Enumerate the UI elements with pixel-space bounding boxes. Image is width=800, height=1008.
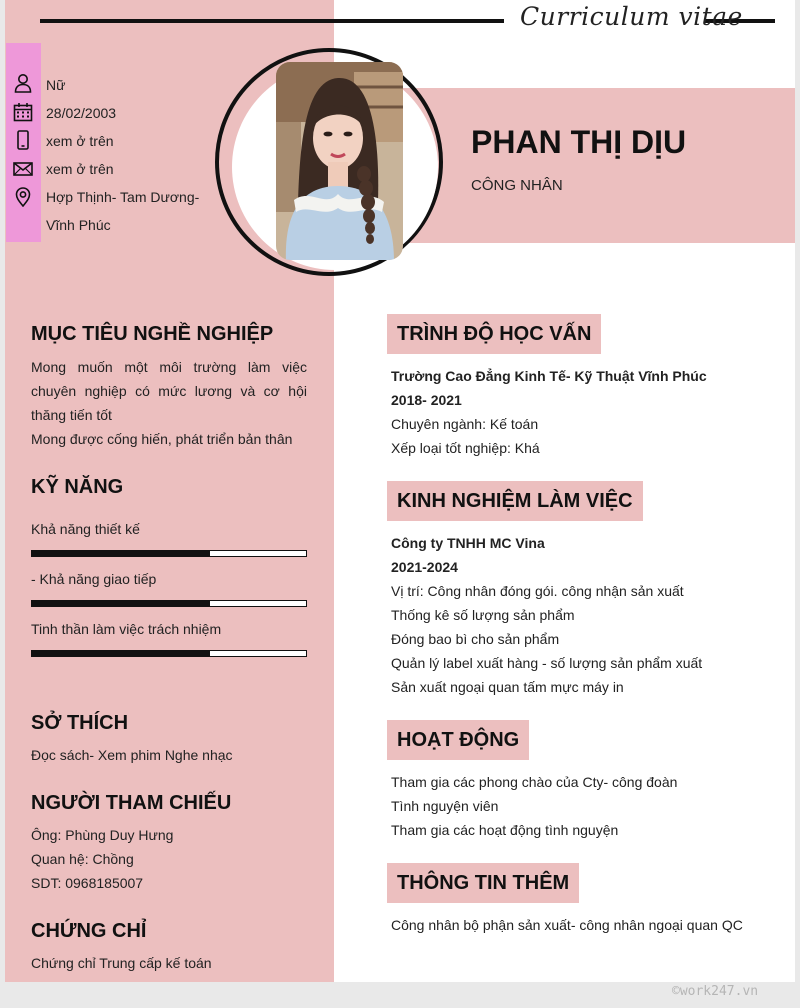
hobbies-text: Đọc sách- Xem phim Nghe nhạc [31,747,233,763]
objective-line-4: Mong được cống hiến, phát triển bản thân [31,431,293,447]
education-heading-box [387,314,601,354]
reference-line-2: Quan hệ: Chồng [31,851,134,867]
activities-heading: HOẠT ĐỘNG [397,728,520,751]
objective-line-1: Mong muốn một môi trường làm việc [31,359,307,375]
experience-line-5: Sản xuất ngoại quan tấm mực máy in [391,679,624,695]
additional-text: Công nhân bộ phận sản xuất- công nhân ngoại quan QC [391,917,743,933]
skill-bar-2 [31,600,307,607]
skill-label-1: Khả năng thiết kế [31,521,140,537]
activities-line-1: Tham gia các phong chào của Cty- công đoàn [391,774,678,790]
skill-fill-2 [32,601,210,606]
experience-heading: KINH NGHIỆM LÀM VIỆC [397,489,633,512]
activities-heading-box [387,720,529,760]
experience-line-4: Quản lý label xuất hàng - số lượng sản phẩm xuất [391,655,703,671]
activities-line-2: Tình nguyện viên [391,798,499,814]
certificates-heading: CHỨNG CHỈ [31,920,147,942]
candidate-name: PHAN THỊ DỊU [471,124,687,160]
experience-line-3: Đóng bao bì cho sản phẩm [391,631,560,647]
phone-icon [13,130,33,150]
contact-phone: xem ở trên [46,133,114,149]
skill-bar-1 [31,550,307,557]
additional-heading-box [387,863,579,903]
education-years: 2018- 2021 [391,392,462,408]
objective-heading: MỤC TIÊU NGHỀ NGHIỆP [31,323,274,345]
mail-icon [13,159,33,179]
skill-label-3: Tinh thần làm việc trách nhiệm [31,621,222,637]
experience-company: Công ty TNHH MC Vina [391,535,545,551]
contact-address-line2: Vĩnh Phúc [46,217,111,233]
additional-heading: THÔNG TIN THÊM [397,871,570,894]
activities-line-3: Tham gia các hoạt động tình nguyện [391,822,619,838]
header-rule-left [40,19,504,23]
experience-line-1: Vị trí: Công nhân đóng gói. công nhận sản xuất [391,583,684,599]
skill-bar-3 [31,650,307,657]
experience-years: 2021-2024 [391,559,458,575]
location-pin-icon [13,187,33,207]
reference-line-3: SDT: 0968185007 [31,875,144,891]
education-heading: TRÌNH ĐỘ HỌC VẤN [397,322,592,345]
calendar-icon [13,102,33,122]
objective-line-2: chuyên nghiệp có mức lương và cơ hội [31,383,307,399]
candidate-job-title: CÔNG NHÂN [471,177,563,194]
name-band [400,88,795,243]
contact-birthday: 28/02/2003 [46,105,117,121]
education-grade: Xếp loại tốt nghiệp: Khá [391,440,540,456]
objective-line-3: thăng tiến tốt [31,407,112,423]
skills-heading: KỸ NĂNG [31,476,124,498]
skill-fill-3 [32,651,210,656]
contact-address-line1: Hợp Thịnh- Tam Dương- [46,189,200,205]
person-icon [13,73,33,93]
reference-line-1: Ông: Phùng Duy Hưng [31,827,174,843]
experience-heading-box [387,481,643,521]
hobbies-heading: SỞ THÍCH [31,712,129,734]
skill-label-2: - Khả năng giao tiếp [31,571,157,587]
education-school: Trường Cao Đẳng Kinh Tế- Kỹ Thuật Vĩnh Phúc [391,368,707,384]
skill-fill-1 [32,551,210,556]
certificates-text: Chứng chỉ Trung cấp kế toán [31,955,212,971]
contact-email: xem ở trên [46,161,114,177]
watermark: ©work247.vn [672,984,759,999]
cv-title: Curriculum vitae [520,2,743,31]
education-major: Chuyên ngành: Kế toán [391,416,539,432]
references-heading: NGƯỜI THAM CHIẾU [31,792,232,814]
profile-photo [276,62,403,260]
experience-line-2: Thống kê số lượng sản phẩm [391,607,575,623]
contact-gender: Nữ [46,77,66,93]
